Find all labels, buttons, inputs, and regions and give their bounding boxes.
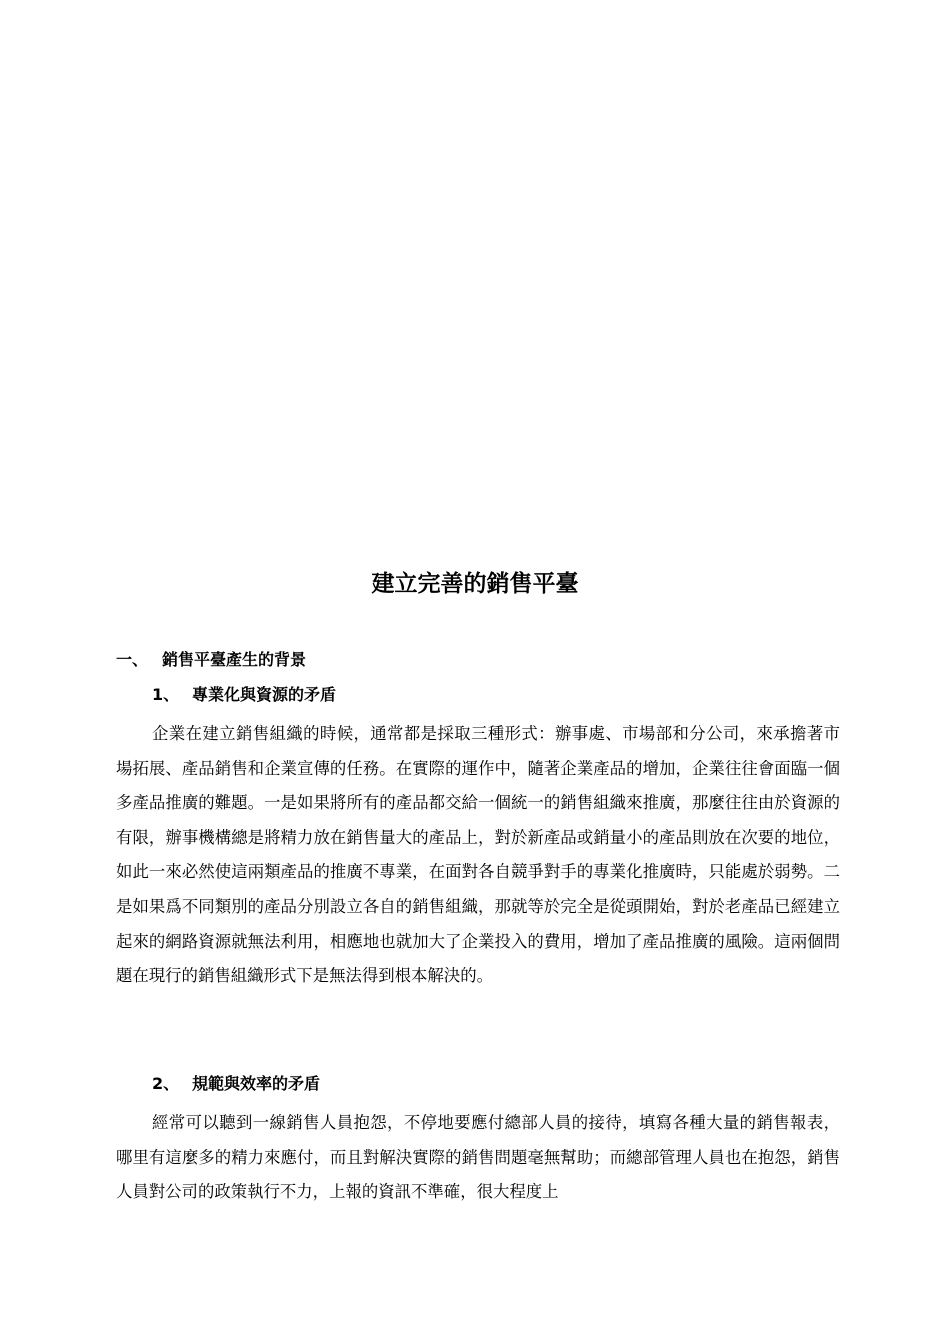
subsection-title: 專業化與資源的矛盾 xyxy=(192,685,337,704)
body-paragraph-2: 經常可以聽到一線銷售人員抱怨，不停地要應付總部人員的接待，填寫各種大量的銷售報表，哪里有這麼多的精力來應付，而且對解決實際的銷售問題毫無幫助；而總部管理人員也在抱怨，銷售人員對公司的政策執行不力，上報的資訊不準確，很大程度上 xyxy=(116,1113,840,1202)
section-title: 銷售平臺產生的背景 xyxy=(162,650,307,669)
subsection-title: 規範與效率的矛盾 xyxy=(192,1074,321,1093)
document-title: 建立完善的銷售平臺 xyxy=(371,571,579,597)
subsection-number: 2、 xyxy=(152,1074,180,1093)
section-heading-1 xyxy=(116,648,306,672)
subsection-heading-1 xyxy=(152,683,336,707)
subsection-number: 1、 xyxy=(152,685,180,704)
subsection-heading-2 xyxy=(152,1072,320,1096)
section-number: 一、 xyxy=(116,650,149,669)
body-paragraph-1: 企業在建立銷售組織的時候，通常都是採取三種形式：辦事處、市場部和分公司，來承擔著市場拓展、產品銷售和企業宣傳的任務。在實際的運作中，隨著企業產品的增加，企業往往會面臨一個多產品推廣的難題。一是如果將所有的產品都交給一個統一的銷售組織來推廣，那麼往往由於資源的有限，辦事機構總是將精力放在銷售量大的產品上，對於新產品或銷量小的產品則放在次要的地位，如此一來必然使這兩類產品的推廣不專業，在面對各自競爭對手的專業化推廣時，只能處於弱勢。二是如果爲不同類別的產品分別設立各自的銷售組織，那就等於完全是從頭開始，對於老產品已經建立起來的網路資源就無法利用，相應地也就加大了企業投入的費用，增加了產品推廣的風險。這兩個問題在現行的銷售組織形式下是無法得到根本解決的。 xyxy=(116,724,840,986)
